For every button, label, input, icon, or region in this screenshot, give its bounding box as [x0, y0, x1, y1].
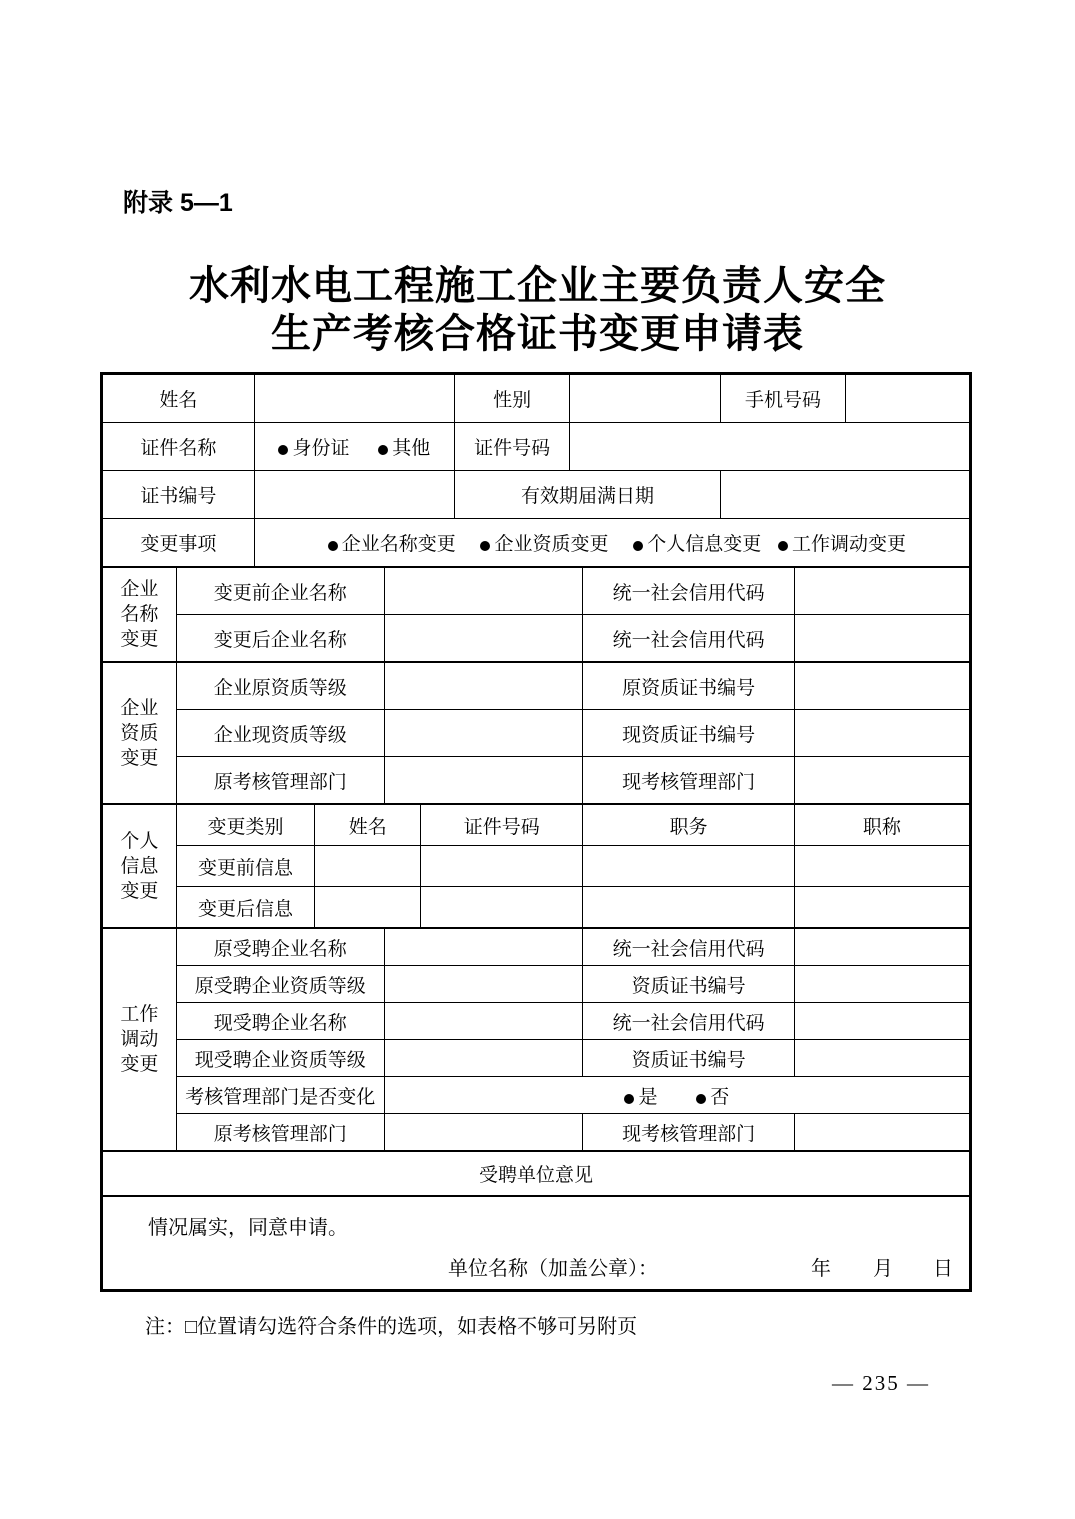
change-category-header: 变更类别	[176, 805, 315, 846]
table-row	[103, 568, 970, 615]
table-row	[103, 519, 970, 567]
name-label: 姓名	[103, 375, 255, 423]
company-qual-change-section	[102, 662, 970, 804]
old-employer-qualcert-label: 资质证书编号	[583, 966, 795, 1003]
gender-label: 性别	[454, 375, 569, 423]
option-other-label: 其他	[392, 438, 431, 459]
option-id-card[interactable]	[278, 438, 349, 459]
table-row	[103, 757, 970, 804]
mobile-input-cell[interactable]	[845, 375, 969, 423]
old-company-name-label: 变更前企业名称	[176, 568, 384, 615]
new-company-name-input-cell[interactable]	[384, 615, 583, 662]
old-employer-credit-label: 统一社会信用代码	[583, 929, 795, 966]
appendix-label: 附录 5—1	[123, 189, 233, 217]
footnote: 注：□位置请勾选符合条件的选项，如表格不够可另附页	[145, 1316, 638, 1338]
title-header: 职称	[794, 805, 969, 846]
radio-icon[interactable]	[696, 1094, 706, 1104]
approval-section	[102, 1196, 970, 1290]
cert-type-options	[254, 423, 454, 471]
mobile-label: 手机号码	[721, 375, 846, 423]
table-row	[103, 1040, 970, 1077]
option-no[interactable]	[696, 1087, 729, 1108]
after-cert-input-cell[interactable]	[421, 887, 583, 928]
old-employer-qual-input-cell[interactable]	[384, 966, 583, 1003]
after-info-label: 变更后信息	[176, 887, 315, 928]
table-row	[103, 663, 970, 710]
old-employer-name-input-cell[interactable]	[384, 929, 583, 966]
option-job-transfer-change[interactable]	[778, 534, 906, 555]
new-employer-credit-label: 统一社会信用代码	[583, 1003, 795, 1040]
employer-opinion-label: 受聘单位意见	[103, 1152, 970, 1196]
current-qual-cert-label: 现资质证书编号	[583, 710, 795, 757]
cert-number-input-cell[interactable]	[570, 423, 970, 471]
position-header: 职务	[583, 805, 795, 846]
page-title-line1: 水利水电工程施工企业主要负责人安全	[189, 264, 886, 308]
before-title-input-cell[interactable]	[794, 846, 969, 887]
dept-change-options	[384, 1077, 969, 1114]
table-row	[103, 1197, 970, 1290]
option-no-label: 否	[710, 1086, 730, 1108]
new-company-name-label: 变更后企业名称	[176, 615, 384, 662]
old-company-name-input-cell[interactable]	[384, 568, 583, 615]
table-row	[103, 1114, 970, 1151]
old-employer-credit-input-cell[interactable]	[794, 929, 969, 966]
option-label: 个人信息变更	[647, 534, 762, 555]
old-qual-cert-label: 原资质证书编号	[583, 663, 795, 710]
new-employer-qual-label: 现受聘企业资质等级	[176, 1040, 384, 1077]
option-company-qual-change[interactable]	[480, 534, 608, 555]
company-name-change-section	[102, 567, 970, 662]
radio-icon[interactable]	[480, 541, 490, 551]
table-row	[103, 1003, 970, 1040]
certificate-code-input-cell[interactable]	[254, 471, 454, 519]
personal-info-change-section	[102, 804, 970, 928]
old-assess-dept-label: 原考核管理部门	[176, 757, 384, 804]
new-employer-qual-input-cell[interactable]	[384, 1040, 583, 1077]
current-qual-cert-input-cell[interactable]	[794, 710, 969, 757]
cert-name-label: 证件名称	[103, 423, 255, 471]
gender-input-cell[interactable]	[570, 375, 721, 423]
after-position-input-cell[interactable]	[583, 887, 795, 928]
job-current-assess-dept-label: 现考核管理部门	[583, 1114, 795, 1151]
expiry-date-label: 有效期届满日期	[454, 471, 720, 519]
new-employer-name-label: 现受聘企业名称	[176, 1003, 384, 1040]
change-item-label: 变更事项	[103, 519, 255, 567]
radio-icon[interactable]	[778, 541, 788, 551]
before-cert-input-cell[interactable]	[421, 846, 583, 887]
old-employer-qual-label: 原受聘企业资质等级	[176, 966, 384, 1003]
old-employer-name-label: 原受聘企业名称	[176, 929, 384, 966]
old-credit-code-label: 统一社会信用代码	[583, 568, 795, 615]
current-qual-grade-input-cell[interactable]	[384, 710, 583, 757]
section-header-company-name: 企业 名称 变更	[103, 568, 177, 662]
section-header-job-transfer: 工作 调动 变更	[103, 929, 177, 1151]
table-row	[103, 615, 970, 662]
table-row	[103, 471, 970, 519]
table-row	[103, 423, 970, 471]
table-row	[103, 805, 970, 846]
new-employer-qualcert-input-cell[interactable]	[794, 1040, 969, 1077]
new-employer-qualcert-label: 资质证书编号	[583, 1040, 795, 1077]
radio-icon[interactable]	[633, 541, 643, 551]
old-qual-grade-label: 企业原资质等级	[176, 663, 384, 710]
cert-number-label: 证件号码	[454, 423, 569, 471]
new-employer-credit-input-cell[interactable]	[794, 1003, 969, 1040]
certificate-code-label: 证书编号	[103, 471, 255, 519]
option-company-name-change[interactable]	[328, 534, 456, 555]
option-yes-label: 是	[638, 1086, 658, 1108]
application-form-table	[100, 372, 972, 1292]
page-title-line2: 生产考核合格证书变更申请表	[271, 312, 804, 356]
personal-name-header: 姓名	[315, 805, 421, 846]
basic-info-table	[102, 374, 970, 567]
old-credit-code-input-cell[interactable]	[794, 568, 969, 615]
job-current-assess-dept-input-cell[interactable]	[794, 1114, 969, 1151]
page-number: — 235 —	[832, 1371, 930, 1395]
option-yes[interactable]	[624, 1087, 657, 1108]
option-label: 企业资质变更	[494, 534, 609, 555]
new-credit-code-label: 统一社会信用代码	[583, 615, 795, 662]
old-qual-cert-input-cell[interactable]	[794, 663, 969, 710]
table-row	[103, 966, 970, 1003]
radio-icon[interactable]	[278, 445, 288, 455]
approval-cell	[103, 1197, 970, 1290]
name-input-cell[interactable]	[254, 375, 454, 423]
month-label: 月	[873, 1258, 893, 1280]
personal-cert-header: 证件号码	[421, 805, 583, 846]
option-label: 工作调动变更	[792, 534, 907, 555]
dept-change-label: 考核管理部门是否变化	[176, 1077, 384, 1114]
job-old-assess-dept-input-cell[interactable]	[384, 1114, 583, 1151]
new-employer-name-input-cell[interactable]	[384, 1003, 583, 1040]
job-transfer-change-section	[102, 928, 970, 1151]
before-position-input-cell[interactable]	[583, 846, 795, 887]
option-id-card-label: 身份证	[292, 438, 350, 459]
current-assess-dept-input-cell[interactable]	[794, 757, 969, 804]
option-label: 企业名称变更	[341, 534, 456, 555]
after-title-input-cell[interactable]	[794, 887, 969, 928]
old-employer-qualcert-input-cell[interactable]	[794, 966, 969, 1003]
table-row	[103, 1077, 970, 1114]
table-row	[103, 710, 970, 757]
old-qual-grade-input-cell[interactable]	[384, 663, 583, 710]
day-label: 日	[933, 1258, 953, 1280]
option-other[interactable]	[378, 438, 430, 459]
old-assess-dept-input-cell[interactable]	[384, 757, 583, 804]
table-row	[103, 929, 970, 966]
job-old-assess-dept-label: 原考核管理部门	[176, 1114, 384, 1151]
table-row	[103, 375, 970, 423]
table-row	[103, 846, 970, 887]
radio-icon[interactable]	[624, 1094, 634, 1104]
radio-icon[interactable]	[378, 445, 388, 455]
after-name-input-cell[interactable]	[315, 887, 421, 928]
page-title	[0, 262, 1075, 358]
current-qual-grade-label: 企业现资质等级	[176, 710, 384, 757]
change-item-options	[254, 519, 969, 567]
section-header-company-qual: 企业 资质 变更	[103, 663, 177, 804]
expiry-date-input-cell[interactable]	[721, 471, 970, 519]
option-personal-info-change[interactable]	[633, 534, 761, 555]
unit-seal-label: 单位名称（加盖公章）：	[448, 1258, 658, 1280]
before-info-label: 变更前信息	[176, 846, 315, 887]
table-row	[103, 1152, 970, 1196]
year-label: 年	[811, 1258, 831, 1280]
radio-icon[interactable]	[328, 541, 338, 551]
employer-opinion-section	[102, 1151, 970, 1196]
table-row	[103, 887, 970, 928]
new-credit-code-input-cell[interactable]	[794, 615, 969, 662]
before-name-input-cell[interactable]	[315, 846, 421, 887]
current-assess-dept-label: 现考核管理部门	[583, 757, 795, 804]
approval-statement: 情况属实，同意申请。	[148, 1217, 348, 1239]
section-header-personal-info: 个人 信息 变更	[103, 805, 177, 928]
